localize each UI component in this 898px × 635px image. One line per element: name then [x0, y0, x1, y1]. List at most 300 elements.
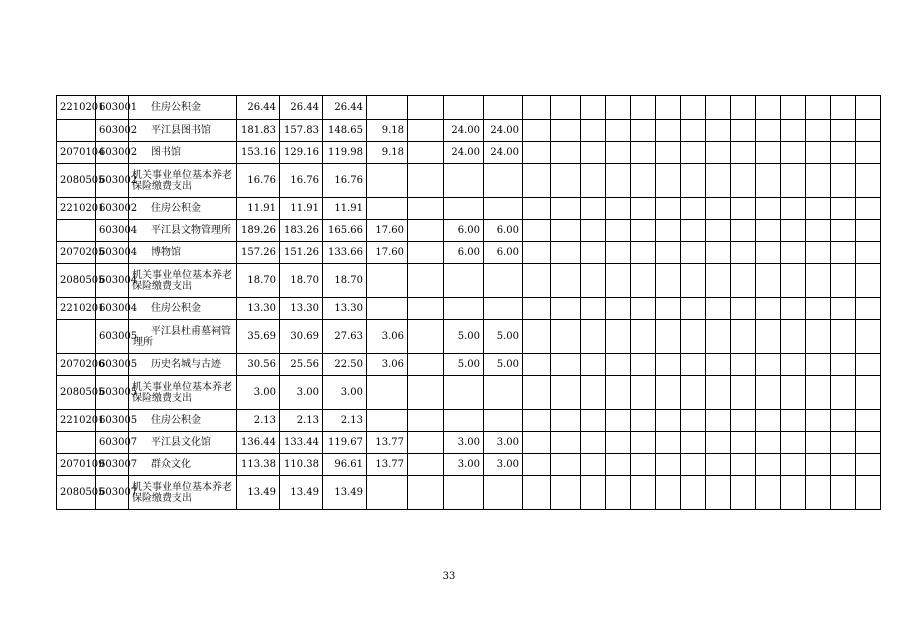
empty-cell: [606, 298, 631, 320]
empty-cell: [606, 198, 631, 220]
empty-cell: [756, 432, 781, 454]
staff-cell: 13.49: [323, 476, 367, 510]
empty-cell: [581, 142, 606, 164]
empty-cell: [681, 96, 706, 120]
empty-cell: [706, 476, 731, 510]
project-cell: [444, 264, 484, 298]
empty-cell: [831, 476, 856, 510]
empty-cell: [756, 220, 781, 242]
empty-cell: [581, 432, 606, 454]
empty-cell: [581, 164, 606, 198]
empty-cell: [606, 476, 631, 510]
empty-cell: [581, 198, 606, 220]
empty-cell: [856, 164, 881, 198]
empty-cell: [831, 410, 856, 432]
project-cell: [444, 198, 484, 220]
func-code-cell: [57, 120, 96, 142]
empty-cell: [756, 454, 781, 476]
table-row: [57, 298, 881, 320]
empty-cell: [856, 96, 881, 120]
empty-cell: [681, 120, 706, 142]
empty-cell: [606, 96, 631, 120]
empty-cell: [806, 476, 831, 510]
basic-cell: 26.44: [280, 96, 323, 120]
blank-cell: [408, 376, 444, 410]
project-subtotal-cell: 24.00: [484, 120, 523, 142]
project-cell: [444, 376, 484, 410]
item-name-cell: 平江县图书馆: [129, 120, 237, 142]
blank-cell: [408, 264, 444, 298]
empty-cell: [656, 264, 681, 298]
empty-cell: [656, 454, 681, 476]
project-subtotal-cell: [484, 410, 523, 432]
empty-cell: [656, 432, 681, 454]
staff-cell: 119.67: [323, 432, 367, 454]
basic-cell: 110.38: [280, 454, 323, 476]
empty-cell: [681, 354, 706, 376]
empty-cell: [551, 142, 581, 164]
project-cell: [444, 164, 484, 198]
empty-cell: [551, 220, 581, 242]
basic-cell: 3.00: [280, 376, 323, 410]
empty-cell: [731, 354, 756, 376]
empty-cell: [706, 354, 731, 376]
table-row: [57, 264, 881, 298]
empty-cell: [731, 476, 756, 510]
basic-cell: 133.44: [280, 432, 323, 454]
unit-code-cell: 603005: [96, 320, 129, 354]
empty-cell: [551, 354, 581, 376]
total-cell: 13.30: [237, 298, 280, 320]
staff-cell: 18.70: [323, 264, 367, 298]
staff-cell: 119.98: [323, 142, 367, 164]
empty-cell: [831, 298, 856, 320]
public-cell: 13.77: [367, 432, 408, 454]
func-code-cell: 2070206: [57, 354, 96, 376]
empty-cell: [656, 320, 681, 354]
table-row: [57, 164, 881, 198]
empty-cell: [656, 354, 681, 376]
empty-cell: [656, 198, 681, 220]
empty-cell: [551, 120, 581, 142]
total-cell: 181.83: [237, 120, 280, 142]
blank-cell: [408, 354, 444, 376]
func-code-cell: 2080505: [57, 264, 96, 298]
empty-cell: [631, 354, 656, 376]
empty-cell: [681, 376, 706, 410]
table-row: [57, 220, 881, 242]
blank-cell: [408, 410, 444, 432]
empty-cell: [681, 476, 706, 510]
empty-cell: [706, 432, 731, 454]
empty-cell: [856, 476, 881, 510]
blank-cell: [408, 298, 444, 320]
empty-cell: [523, 454, 551, 476]
staff-cell: 16.76: [323, 164, 367, 198]
item-name-cell: 住房公积金: [129, 198, 237, 220]
project-subtotal-cell: [484, 298, 523, 320]
blank-cell: [408, 476, 444, 510]
empty-cell: [731, 376, 756, 410]
public-cell: 17.60: [367, 242, 408, 264]
empty-cell: [731, 320, 756, 354]
project-cell: [444, 476, 484, 510]
empty-cell: [631, 476, 656, 510]
basic-cell: 25.56: [280, 354, 323, 376]
empty-cell: [731, 264, 756, 298]
empty-cell: [581, 220, 606, 242]
empty-cell: [731, 96, 756, 120]
basic-cell: 151.26: [280, 242, 323, 264]
empty-cell: [523, 476, 551, 510]
project-subtotal-cell: [484, 476, 523, 510]
unit-code-cell: 603005: [96, 410, 129, 432]
blank-cell: [408, 164, 444, 198]
empty-cell: [781, 454, 806, 476]
empty-cell: [551, 454, 581, 476]
project-subtotal-cell: 3.00: [484, 432, 523, 454]
empty-cell: [551, 298, 581, 320]
empty-cell: [551, 432, 581, 454]
basic-cell: 13.30: [280, 298, 323, 320]
empty-cell: [606, 220, 631, 242]
empty-cell: [731, 220, 756, 242]
empty-cell: [756, 376, 781, 410]
empty-cell: [551, 376, 581, 410]
func-code-cell: 2210201: [57, 96, 96, 120]
empty-cell: [581, 242, 606, 264]
basic-cell: 2.13: [280, 410, 323, 432]
empty-cell: [731, 410, 756, 432]
empty-cell: [706, 298, 731, 320]
public-cell: 9.18: [367, 120, 408, 142]
empty-cell: [781, 376, 806, 410]
project-subtotal-cell: 6.00: [484, 220, 523, 242]
total-cell: 13.49: [237, 476, 280, 510]
empty-cell: [606, 164, 631, 198]
empty-cell: [806, 142, 831, 164]
empty-cell: [551, 264, 581, 298]
empty-cell: [656, 220, 681, 242]
empty-cell: [581, 354, 606, 376]
staff-cell: 148.65: [323, 120, 367, 142]
blank-cell: [408, 120, 444, 142]
table-row: [57, 476, 881, 510]
empty-cell: [551, 476, 581, 510]
total-cell: 136.44: [237, 432, 280, 454]
public-cell: 13.77: [367, 454, 408, 476]
total-cell: 35.69: [237, 320, 280, 354]
project-subtotal-cell: [484, 198, 523, 220]
project-cell: 24.00: [444, 142, 484, 164]
empty-cell: [706, 220, 731, 242]
empty-cell: [523, 264, 551, 298]
empty-cell: [781, 142, 806, 164]
empty-cell: [706, 164, 731, 198]
empty-cell: [781, 96, 806, 120]
empty-cell: [831, 454, 856, 476]
staff-cell: 96.61: [323, 454, 367, 476]
empty-cell: [856, 320, 881, 354]
total-cell: 3.00: [237, 376, 280, 410]
empty-cell: [681, 264, 706, 298]
empty-cell: [731, 298, 756, 320]
unit-code-cell: 603004: [96, 220, 129, 242]
project-cell: [444, 298, 484, 320]
empty-cell: [831, 96, 856, 120]
empty-cell: [856, 410, 881, 432]
staff-cell: 22.50: [323, 354, 367, 376]
table-row: [57, 142, 881, 164]
empty-cell: [523, 432, 551, 454]
total-cell: 30.56: [237, 354, 280, 376]
item-name-cell: 图书馆: [129, 142, 237, 164]
table-row: [57, 354, 881, 376]
project-subtotal-cell: 5.00: [484, 354, 523, 376]
empty-cell: [806, 454, 831, 476]
empty-cell: [523, 198, 551, 220]
blank-cell: [408, 220, 444, 242]
empty-cell: [781, 476, 806, 510]
func-code-cell: 2070109: [57, 454, 96, 476]
empty-cell: [856, 264, 881, 298]
empty-cell: [856, 220, 881, 242]
empty-cell: [781, 242, 806, 264]
empty-cell: [781, 298, 806, 320]
func-code-cell: 2070205: [57, 242, 96, 264]
total-cell: 113.38: [237, 454, 280, 476]
unit-code-cell: 603005: [96, 354, 129, 376]
empty-cell: [856, 198, 881, 220]
public-cell: [367, 96, 408, 120]
empty-cell: [831, 120, 856, 142]
empty-cell: [551, 96, 581, 120]
public-cell: [367, 476, 408, 510]
empty-cell: [631, 454, 656, 476]
empty-cell: [706, 120, 731, 142]
empty-cell: [656, 120, 681, 142]
empty-cell: [523, 354, 551, 376]
table-body: [57, 96, 881, 510]
blank-cell: [408, 198, 444, 220]
basic-cell: 129.16: [280, 142, 323, 164]
unit-code-cell: 603002: [96, 142, 129, 164]
item-name-cell: 平江县文物管理所: [129, 220, 237, 242]
empty-cell: [631, 264, 656, 298]
basic-cell: 16.76: [280, 164, 323, 198]
basic-cell: 13.49: [280, 476, 323, 510]
func-code-cell: 2080505: [57, 376, 96, 410]
empty-cell: [523, 96, 551, 120]
empty-cell: [706, 142, 731, 164]
item-name-cell: 博物馆: [129, 242, 237, 264]
empty-cell: [631, 96, 656, 120]
public-cell: [367, 298, 408, 320]
empty-cell: [781, 410, 806, 432]
table-row: [57, 96, 881, 120]
unit-code-cell: 603002: [96, 120, 129, 142]
func-code-cell: [57, 220, 96, 242]
empty-cell: [806, 410, 831, 432]
empty-cell: [606, 120, 631, 142]
public-cell: 3.06: [367, 320, 408, 354]
empty-cell: [581, 298, 606, 320]
empty-cell: [581, 476, 606, 510]
public-cell: 9.18: [367, 142, 408, 164]
public-cell: [367, 198, 408, 220]
basic-cell: 30.69: [280, 320, 323, 354]
empty-cell: [606, 376, 631, 410]
empty-cell: [731, 454, 756, 476]
staff-cell: 11.91: [323, 198, 367, 220]
empty-cell: [756, 476, 781, 510]
empty-cell: [781, 120, 806, 142]
item-name-cell: 机关事业单位基本养老保险缴费支出: [129, 476, 237, 510]
empty-cell: [656, 242, 681, 264]
empty-cell: [781, 264, 806, 298]
unit-code-cell: 603004: [96, 242, 129, 264]
empty-cell: [523, 142, 551, 164]
empty-cell: [831, 376, 856, 410]
empty-cell: [681, 298, 706, 320]
public-cell: 3.06: [367, 354, 408, 376]
unit-code-cell: 603002: [96, 198, 129, 220]
staff-cell: 13.30: [323, 298, 367, 320]
empty-cell: [856, 120, 881, 142]
empty-cell: [631, 410, 656, 432]
project-cell: 5.00: [444, 320, 484, 354]
empty-cell: [606, 264, 631, 298]
project-cell: 6.00: [444, 242, 484, 264]
table-row: [57, 198, 881, 220]
empty-cell: [631, 220, 656, 242]
page-number: 33: [442, 571, 456, 582]
empty-cell: [706, 264, 731, 298]
empty-cell: [731, 242, 756, 264]
empty-cell: [756, 320, 781, 354]
empty-cell: [756, 120, 781, 142]
empty-cell: [856, 242, 881, 264]
blank-cell: [408, 242, 444, 264]
public-cell: [367, 410, 408, 432]
empty-cell: [581, 454, 606, 476]
empty-cell: [831, 242, 856, 264]
empty-cell: [856, 454, 881, 476]
empty-cell: [606, 142, 631, 164]
table-row: [57, 242, 881, 264]
project-subtotal-cell: 3.00: [484, 454, 523, 476]
project-cell: [444, 410, 484, 432]
empty-cell: [631, 376, 656, 410]
empty-cell: [856, 354, 881, 376]
unit-code-cell: 603004: [96, 298, 129, 320]
empty-cell: [756, 142, 781, 164]
empty-cell: [631, 432, 656, 454]
empty-cell: [523, 164, 551, 198]
staff-cell: 165.66: [323, 220, 367, 242]
table-row: [57, 376, 881, 410]
empty-cell: [631, 242, 656, 264]
empty-cell: [606, 320, 631, 354]
func-code-cell: [57, 320, 96, 354]
basic-cell: 157.83: [280, 120, 323, 142]
empty-cell: [681, 432, 706, 454]
total-cell: 189.26: [237, 220, 280, 242]
empty-cell: [781, 164, 806, 198]
empty-cell: [581, 410, 606, 432]
empty-cell: [831, 164, 856, 198]
project-subtotal-cell: 6.00: [484, 242, 523, 264]
empty-cell: [523, 410, 551, 432]
empty-cell: [631, 320, 656, 354]
item-name-cell: 平江县杜甫墓祠管理所: [129, 320, 237, 354]
empty-cell: [606, 454, 631, 476]
empty-cell: [756, 198, 781, 220]
project-subtotal-cell: 5.00: [484, 320, 523, 354]
project-cell: [444, 96, 484, 120]
unit-code-cell: 603001: [96, 96, 129, 120]
empty-cell: [523, 120, 551, 142]
budget-table: [56, 95, 881, 510]
table-row: [57, 120, 881, 142]
item-name-cell: 住房公积金: [129, 298, 237, 320]
empty-cell: [606, 242, 631, 264]
empty-cell: [706, 242, 731, 264]
empty-cell: [656, 142, 681, 164]
total-cell: 26.44: [237, 96, 280, 120]
empty-cell: [631, 198, 656, 220]
empty-cell: [551, 242, 581, 264]
empty-cell: [523, 242, 551, 264]
empty-cell: [656, 376, 681, 410]
empty-cell: [656, 164, 681, 198]
empty-cell: [856, 376, 881, 410]
empty-cell: [806, 264, 831, 298]
empty-cell: [756, 242, 781, 264]
empty-cell: [523, 220, 551, 242]
empty-cell: [523, 298, 551, 320]
empty-cell: [756, 164, 781, 198]
empty-cell: [856, 432, 881, 454]
empty-cell: [806, 198, 831, 220]
empty-cell: [756, 410, 781, 432]
empty-cell: [831, 354, 856, 376]
empty-cell: [656, 476, 681, 510]
empty-cell: [731, 432, 756, 454]
unit-code-cell: 603005: [96, 376, 129, 410]
empty-cell: [831, 264, 856, 298]
empty-cell: [831, 220, 856, 242]
empty-cell: [706, 320, 731, 354]
total-cell: 11.91: [237, 198, 280, 220]
empty-cell: [606, 354, 631, 376]
basic-cell: 183.26: [280, 220, 323, 242]
table-row: [57, 454, 881, 476]
empty-cell: [781, 198, 806, 220]
empty-cell: [856, 142, 881, 164]
func-code-cell: 2210201: [57, 410, 96, 432]
table-row: [57, 320, 881, 354]
empty-cell: [681, 320, 706, 354]
item-name-cell: 机关事业单位基本养老保险缴费支出: [129, 164, 237, 198]
public-cell: [367, 164, 408, 198]
empty-cell: [781, 220, 806, 242]
empty-cell: [681, 198, 706, 220]
empty-cell: [831, 320, 856, 354]
empty-cell: [681, 164, 706, 198]
unit-code-cell: 603004: [96, 264, 129, 298]
empty-cell: [681, 242, 706, 264]
